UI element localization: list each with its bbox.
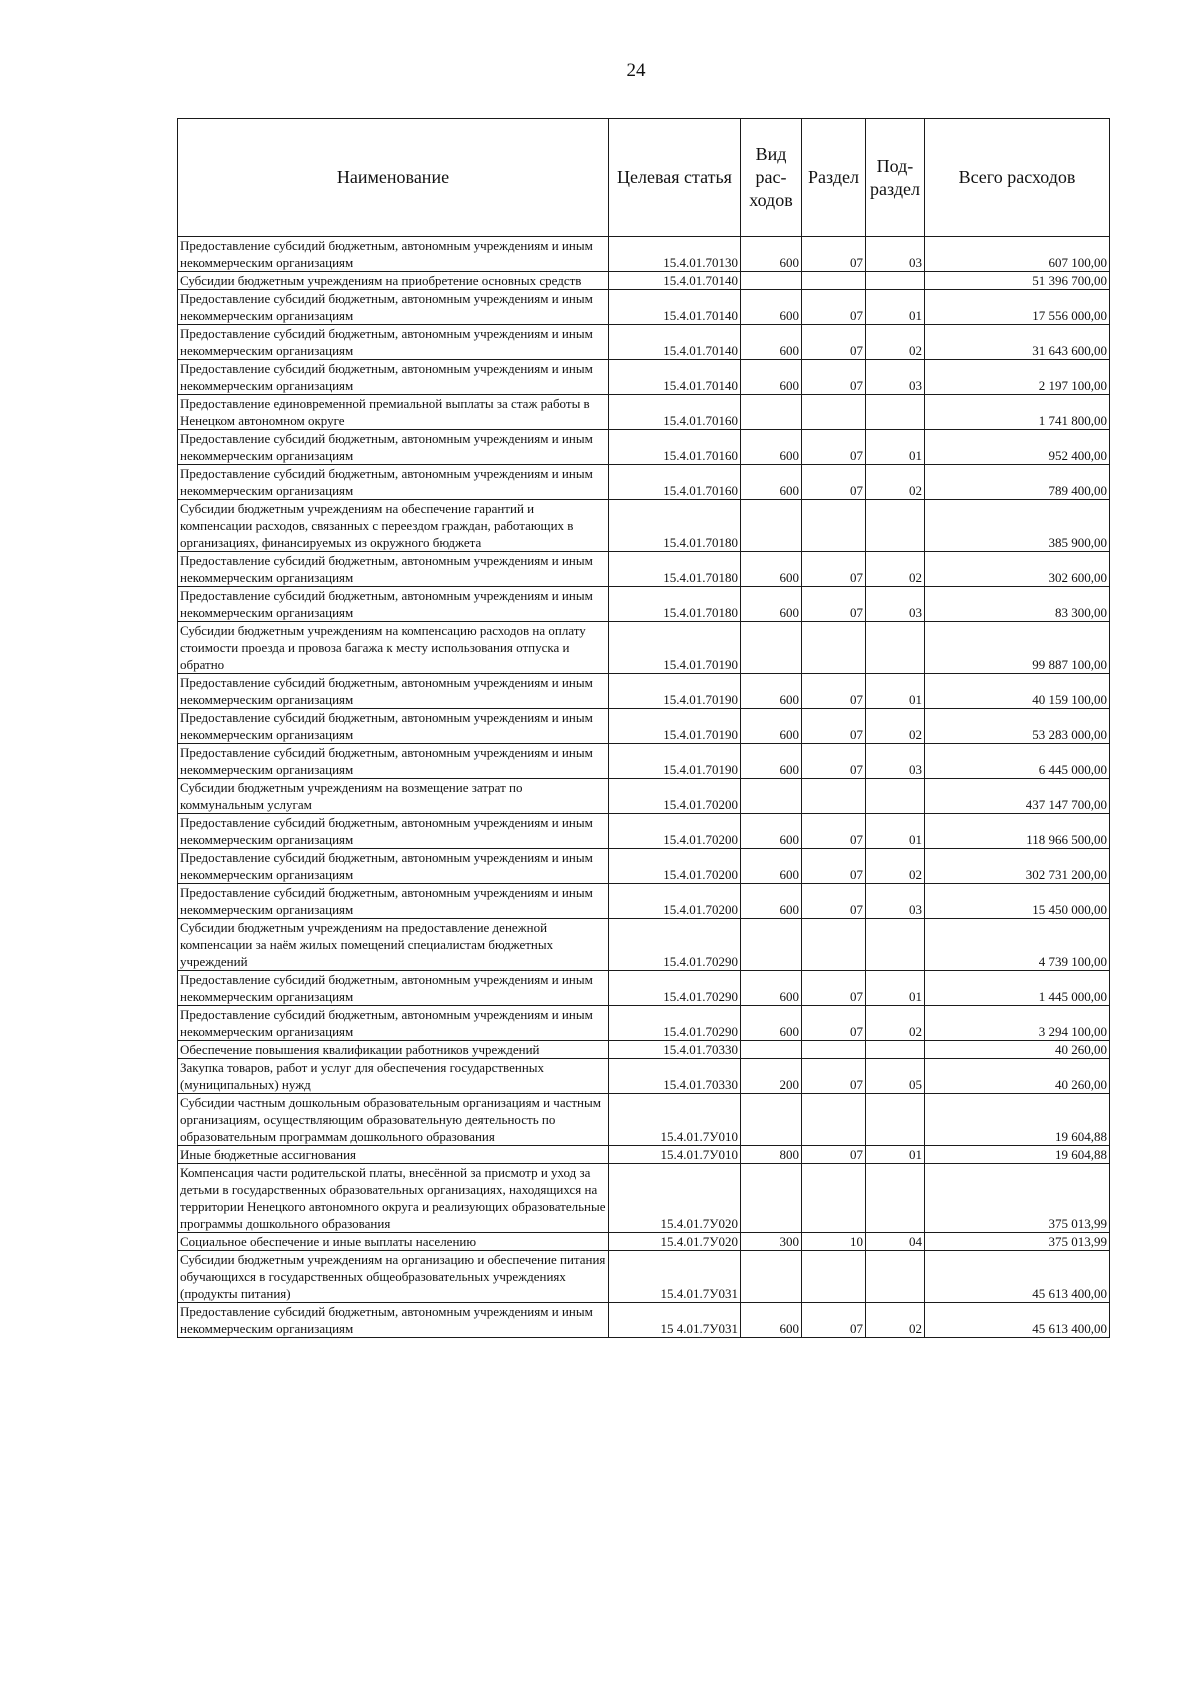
row-section: 07	[802, 884, 866, 919]
row-name: Предоставление субсидий бюджетным, автономным учреждениям и иным некоммерческим организациям	[178, 971, 609, 1006]
row-name: Субсидии бюджетным учреждениям на приобретение основных средств	[178, 272, 609, 290]
row-subsection	[866, 919, 925, 971]
table-row	[178, 325, 1110, 360]
row-code: 15.4.01.70190	[609, 709, 741, 744]
row-name: Субсидии бюджетным учреждениям на предоставление денежной компенсации за наём жилых помещений специалистам бюджетных учреждений	[178, 919, 609, 971]
row-kind: 600	[741, 674, 802, 709]
row-subsection: 01	[866, 1146, 925, 1164]
row-kind	[741, 1094, 802, 1146]
row-code: 15.4.01.70140	[609, 325, 741, 360]
row-subsection: 02	[866, 849, 925, 884]
row-section: 10	[802, 1233, 866, 1251]
row-subsection: 01	[866, 971, 925, 1006]
table-row	[178, 552, 1110, 587]
table-row	[178, 1006, 1110, 1041]
row-section	[802, 1164, 866, 1233]
row-name: Предоставление субсидий бюджетным, автономным учреждениям и иным некоммерческим организациям	[178, 849, 609, 884]
row-code: 15.4.01.7У020	[609, 1164, 741, 1233]
row-name: Обеспечение повышения квалификации работников учреждений	[178, 1041, 609, 1059]
row-subsection: 01	[866, 814, 925, 849]
row-section: 07	[802, 430, 866, 465]
row-kind: 600	[741, 971, 802, 1006]
row-kind: 600	[741, 814, 802, 849]
row-subsection: 02	[866, 709, 925, 744]
row-name: Предоставление субсидий бюджетным, автономным учреждениям и иным некоммерческим организациям	[178, 465, 609, 500]
row-name: Субсидии бюджетным учреждениям на возмещение затрат по коммунальным услугам	[178, 779, 609, 814]
row-code: 15.4.01.70190	[609, 622, 741, 674]
table-row	[178, 360, 1110, 395]
header-section: Раздел	[802, 119, 866, 237]
row-total: 437 147 700,00	[925, 779, 1110, 814]
row-code: 15.4.01.70130	[609, 237, 741, 272]
row-section: 07	[802, 552, 866, 587]
row-subsection: 02	[866, 1303, 925, 1338]
row-code: 15.4.01.70190	[609, 674, 741, 709]
row-subsection	[866, 1164, 925, 1233]
table-row	[178, 237, 1110, 272]
row-kind	[741, 779, 802, 814]
table-row	[178, 1303, 1110, 1338]
row-section: 07	[802, 849, 866, 884]
row-kind: 600	[741, 884, 802, 919]
table-row	[178, 272, 1110, 290]
row-section: 07	[802, 1006, 866, 1041]
row-total: 31 643 600,00	[925, 325, 1110, 360]
row-total: 3 294 100,00	[925, 1006, 1110, 1041]
row-kind: 600	[741, 1303, 802, 1338]
row-name: Предоставление субсидий бюджетным, автономным учреждениям и иным некоммерческим организациям	[178, 884, 609, 919]
row-name: Предоставление субсидий бюджетным, автономным учреждениям и иным некоммерческим организациям	[178, 744, 609, 779]
row-name: Субсидии частным дошкольным образовательным организациям и частным организациям, осуществляющим образовательную деятельность по образовательным программам дошкольного образования	[178, 1094, 609, 1146]
row-code: 15.4.01.70200	[609, 884, 741, 919]
row-kind: 600	[741, 744, 802, 779]
row-code: 15.4.01.70200	[609, 849, 741, 884]
row-subsection	[866, 1041, 925, 1059]
table-row	[178, 1251, 1110, 1303]
row-code: 15.4.01.70330	[609, 1041, 741, 1059]
row-subsection: 01	[866, 674, 925, 709]
row-name: Предоставление субсидий бюджетным, автономным учреждениям и иным некоммерческим организациям	[178, 1303, 609, 1338]
row-subsection: 02	[866, 1006, 925, 1041]
row-name: Предоставление субсидий бюджетным, автономным учреждениям и иным некоммерческим организациям	[178, 325, 609, 360]
row-subsection	[866, 395, 925, 430]
row-section: 07	[802, 971, 866, 1006]
row-total: 40 260,00	[925, 1041, 1110, 1059]
table-row	[178, 1233, 1110, 1251]
row-subsection: 01	[866, 430, 925, 465]
table-row	[178, 971, 1110, 1006]
row-section: 07	[802, 360, 866, 395]
row-kind: 600	[741, 587, 802, 622]
row-name: Закупка товаров, работ и услуг для обеспечения государственных (муниципальных) нужд	[178, 1059, 609, 1094]
header-subsection: Под- раздел	[866, 119, 925, 237]
row-subsection: 05	[866, 1059, 925, 1094]
row-total: 17 556 000,00	[925, 290, 1110, 325]
row-code: 15.4.01.70180	[609, 500, 741, 552]
row-subsection	[866, 272, 925, 290]
row-section	[802, 779, 866, 814]
row-code: 15.4.01.70290	[609, 1006, 741, 1041]
row-code: 15.4.01.70160	[609, 395, 741, 430]
row-name: Компенсация части родительской платы, внесённой за присмотр и уход за детьми в государственных образовательных организациях, находящихся на территории Ненецкого автономного округа и реализующих образовательные программы дошкольного образования	[178, 1164, 609, 1233]
row-name: Предоставление субсидий бюджетным, автономным учреждениям и иным некоммерческим организациям	[178, 814, 609, 849]
table-row	[178, 1094, 1110, 1146]
row-code: 15.4.01.7У010	[609, 1094, 741, 1146]
row-section	[802, 500, 866, 552]
row-kind	[741, 1251, 802, 1303]
row-section: 07	[802, 465, 866, 500]
row-total: 375 013,99	[925, 1233, 1110, 1251]
row-kind: 600	[741, 1006, 802, 1041]
table-row	[178, 465, 1110, 500]
table-body	[178, 237, 1110, 1338]
row-name: Предоставление субсидий бюджетным, автономным учреждениям и иным некоммерческим организациям	[178, 430, 609, 465]
row-total: 302 731 200,00	[925, 849, 1110, 884]
table-row	[178, 395, 1110, 430]
row-kind: 600	[741, 237, 802, 272]
row-kind	[741, 622, 802, 674]
row-subsection: 02	[866, 325, 925, 360]
row-subsection	[866, 1251, 925, 1303]
header-code: Целевая статья	[609, 119, 741, 237]
row-kind: 600	[741, 430, 802, 465]
row-kind: 600	[741, 290, 802, 325]
row-subsection	[866, 779, 925, 814]
row-code: 15.4.01.70180	[609, 587, 741, 622]
table-row	[178, 500, 1110, 552]
row-total: 40 159 100,00	[925, 674, 1110, 709]
row-kind	[741, 272, 802, 290]
row-total: 53 283 000,00	[925, 709, 1110, 744]
table-row	[178, 622, 1110, 674]
row-section: 07	[802, 237, 866, 272]
table-row	[178, 814, 1110, 849]
row-kind: 300	[741, 1233, 802, 1251]
row-subsection: 04	[866, 1233, 925, 1251]
table-row	[178, 1041, 1110, 1059]
row-section: 07	[802, 290, 866, 325]
row-kind	[741, 1164, 802, 1233]
row-name: Субсидии бюджетным учреждениям на компенсацию расходов на оплату стоимости проезда и провоза багажа к месту использования отпуска и обратно	[178, 622, 609, 674]
row-section	[802, 622, 866, 674]
table-row	[178, 1146, 1110, 1164]
row-total: 83 300,00	[925, 587, 1110, 622]
row-name: Предоставление субсидий бюджетным, автономным учреждениям и иным некоммерческим организациям	[178, 709, 609, 744]
row-code: 15.4.01.70160	[609, 465, 741, 500]
row-total: 375 013,99	[925, 1164, 1110, 1233]
row-section: 07	[802, 1303, 866, 1338]
row-name: Субсидии бюджетным учреждениям на обеспечение гарантий и компенсации расходов, связанных с переездом граждан, работающих в организациях, финансируемых из окружного бюджета	[178, 500, 609, 552]
table-row	[178, 709, 1110, 744]
page-number: 24	[626, 60, 646, 81]
table-row	[178, 430, 1110, 465]
row-kind: 800	[741, 1146, 802, 1164]
row-code: 15.4.01.70140	[609, 360, 741, 395]
row-subsection: 02	[866, 552, 925, 587]
row-total: 40 260,00	[925, 1059, 1110, 1094]
row-subsection: 03	[866, 744, 925, 779]
row-code: 15.4.01.70200	[609, 779, 741, 814]
row-subsection	[866, 622, 925, 674]
row-section	[802, 272, 866, 290]
row-code: 15 4.01.7У031	[609, 1303, 741, 1338]
row-name: Предоставление субсидий бюджетным, автономным учреждениям и иным некоммерческим организациям	[178, 237, 609, 272]
row-kind	[741, 1041, 802, 1059]
row-name: Предоставление единовременной премиальной выплаты за стаж работы в Ненецком автономном округе	[178, 395, 609, 430]
budget-table	[177, 118, 1110, 1338]
row-total: 19 604,88	[925, 1146, 1110, 1164]
table-row	[178, 919, 1110, 971]
row-kind: 600	[741, 465, 802, 500]
row-section: 07	[802, 1146, 866, 1164]
row-section: 07	[802, 674, 866, 709]
row-total: 385 900,00	[925, 500, 1110, 552]
row-name: Предоставление субсидий бюджетным, автономным учреждениям и иным некоммерческим организациям	[178, 360, 609, 395]
row-total: 302 600,00	[925, 552, 1110, 587]
row-section: 07	[802, 325, 866, 360]
row-total: 1 741 800,00	[925, 395, 1110, 430]
row-kind	[741, 395, 802, 430]
row-kind: 600	[741, 849, 802, 884]
row-name: Иные бюджетные ассигнования	[178, 1146, 609, 1164]
row-subsection: 03	[866, 237, 925, 272]
row-name: Предоставление субсидий бюджетным, автономным учреждениям и иным некоммерческим организациям	[178, 587, 609, 622]
row-total: 1 445 000,00	[925, 971, 1110, 1006]
row-name: Предоставление субсидий бюджетным, автономным учреждениям и иным некоммерческим организациям	[178, 290, 609, 325]
row-code: 15.4.01.7У031	[609, 1251, 741, 1303]
row-section: 07	[802, 814, 866, 849]
row-kind: 600	[741, 552, 802, 587]
row-name: Предоставление субсидий бюджетным, автономным учреждениям и иным некоммерческим организациям	[178, 674, 609, 709]
table-row	[178, 674, 1110, 709]
header-total: Всего расходов	[925, 119, 1110, 237]
row-code: 15.4.01.7У020	[609, 1233, 741, 1251]
row-total: 6 445 000,00	[925, 744, 1110, 779]
table-row	[178, 1164, 1110, 1233]
row-code: 15.4.01.70180	[609, 552, 741, 587]
table-row	[178, 884, 1110, 919]
table-row	[178, 587, 1110, 622]
row-section	[802, 919, 866, 971]
row-code: 15.4.01.70140	[609, 272, 741, 290]
row-subsection: 02	[866, 465, 925, 500]
header-name: Наименование	[178, 119, 609, 237]
row-section	[802, 395, 866, 430]
header-kind: Вид рас- ходов	[741, 119, 802, 237]
row-subsection: 01	[866, 290, 925, 325]
row-subsection: 03	[866, 587, 925, 622]
row-total: 45 613 400,00	[925, 1303, 1110, 1338]
row-total: 118 966 500,00	[925, 814, 1110, 849]
row-code: 15.4.01.70290	[609, 919, 741, 971]
row-name: Предоставление субсидий бюджетным, автономным учреждениям и иным некоммерческим организациям	[178, 1006, 609, 1041]
row-kind: 600	[741, 360, 802, 395]
row-section	[802, 1041, 866, 1059]
row-name: Предоставление субсидий бюджетным, автономным учреждениям и иным некоммерческим организациям	[178, 552, 609, 587]
row-section: 07	[802, 1059, 866, 1094]
row-code: 15.4.01.70140	[609, 290, 741, 325]
row-code: 15.4.01.70160	[609, 430, 741, 465]
row-subsection: 03	[866, 360, 925, 395]
row-code: 15.4.01.70190	[609, 744, 741, 779]
table-row	[178, 1059, 1110, 1094]
row-total: 952 400,00	[925, 430, 1110, 465]
row-section	[802, 1094, 866, 1146]
header-row	[178, 119, 1110, 237]
row-total: 99 887 100,00	[925, 622, 1110, 674]
row-total: 789 400,00	[925, 465, 1110, 500]
row-kind: 600	[741, 325, 802, 360]
table-row	[178, 849, 1110, 884]
row-code: 15.4.01.70330	[609, 1059, 741, 1094]
row-total: 45 613 400,00	[925, 1251, 1110, 1303]
row-total: 19 604,88	[925, 1094, 1110, 1146]
row-section	[802, 1251, 866, 1303]
row-code: 15.4.01.7У010	[609, 1146, 741, 1164]
row-total: 4 739 100,00	[925, 919, 1110, 971]
row-total: 607 100,00	[925, 237, 1110, 272]
row-subsection	[866, 1094, 925, 1146]
row-kind: 600	[741, 709, 802, 744]
table-row	[178, 779, 1110, 814]
row-kind: 200	[741, 1059, 802, 1094]
row-section: 07	[802, 744, 866, 779]
row-total: 51 396 700,00	[925, 272, 1110, 290]
table-row	[178, 290, 1110, 325]
row-total: 15 450 000,00	[925, 884, 1110, 919]
table-row	[178, 744, 1110, 779]
row-section: 07	[802, 587, 866, 622]
row-kind	[741, 500, 802, 552]
row-section: 07	[802, 709, 866, 744]
row-total: 2 197 100,00	[925, 360, 1110, 395]
row-name: Социальное обеспечение и иные выплаты населению	[178, 1233, 609, 1251]
row-name: Субсидии бюджетным учреждениям на организацию и обеспечение питания обучающихся в государственных общеобразовательных учреждениях (продукты питания)	[178, 1251, 609, 1303]
row-subsection	[866, 500, 925, 552]
row-subsection: 03	[866, 884, 925, 919]
row-code: 15.4.01.70200	[609, 814, 741, 849]
row-kind	[741, 919, 802, 971]
row-code: 15.4.01.70290	[609, 971, 741, 1006]
